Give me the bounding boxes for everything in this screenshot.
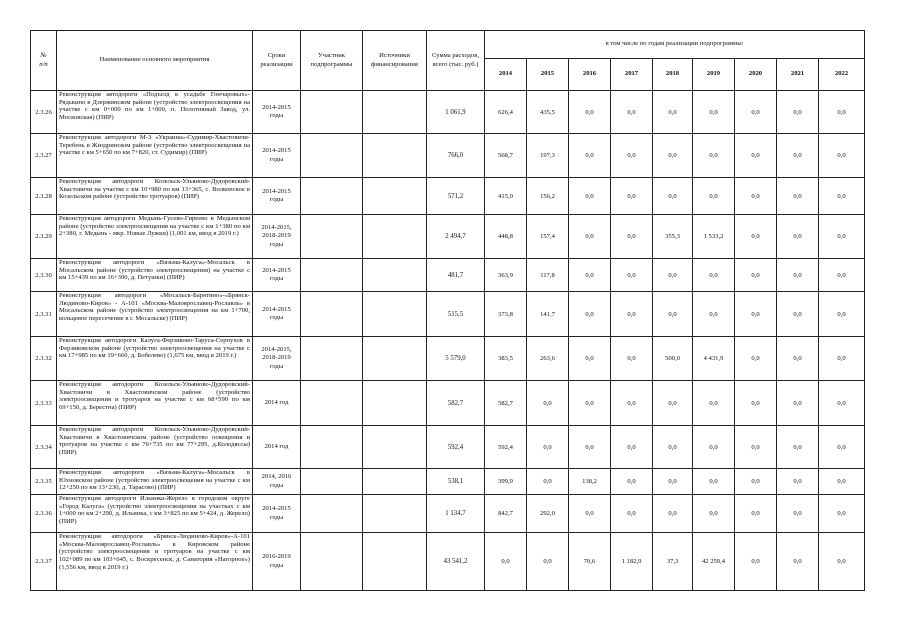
row-number: 2.3.32 — [31, 337, 57, 381]
year-amount-2016: 0,0 — [569, 178, 611, 215]
year-amount-2021: 0,0 — [777, 91, 819, 134]
funding-source-cell — [363, 215, 427, 259]
total-amount: 582,7 — [427, 381, 485, 426]
row-number: 2.3.27 — [31, 134, 57, 178]
header-year-2014: 2014 — [485, 59, 527, 91]
year-amount-2019: 0,0 — [693, 495, 735, 533]
funding-source-cell — [363, 426, 427, 469]
table-row — [31, 91, 865, 134]
funding-source-cell — [363, 134, 427, 178]
year-amount-2018: 500,0 — [653, 337, 693, 381]
table-row — [31, 259, 865, 292]
implementation-period: 2014-2015 годы — [253, 495, 301, 533]
year-amount-2019: 0,0 — [693, 134, 735, 178]
year-amount-2022: 0,0 — [819, 91, 865, 134]
year-amount-2016: 0,0 — [569, 426, 611, 469]
total-amount: 571,2 — [427, 178, 485, 215]
activity-name: Реконструкция автодороги Козельск-Ульяново-Дудоровский-Хвастовичи в Хвастовичском районе (устройство электроосвещения и тротуаров на участке с км 68+590 по км 69+150, д. Берестна) (ПИР) — [57, 381, 253, 426]
year-amount-2020: 0,0 — [735, 178, 777, 215]
year-amount-2016: 0,0 — [569, 91, 611, 134]
table-row — [31, 381, 865, 426]
funding-source-cell — [363, 259, 427, 292]
year-amount-2022: 0,0 — [819, 259, 865, 292]
year-amount-2022: 0,0 — [819, 134, 865, 178]
year-amount-2019: 0,0 — [693, 381, 735, 426]
table-body — [31, 91, 865, 591]
year-amount-2015: 0,0 — [527, 469, 569, 495]
funding-source-cell — [363, 178, 427, 215]
row-number: 2.3.34 — [31, 426, 57, 469]
year-amount-2022: 0,0 — [819, 381, 865, 426]
year-amount-2014: 0,0 — [485, 533, 527, 591]
year-amount-2017: 0,0 — [611, 215, 653, 259]
participant-cell — [301, 495, 363, 533]
year-amount-2021: 0,0 — [777, 469, 819, 495]
funding-source-cell — [363, 381, 427, 426]
year-amount-2015: 0,0 — [527, 426, 569, 469]
year-amount-2022: 0,0 — [819, 495, 865, 533]
participant-cell — [301, 381, 363, 426]
total-amount: 515,5 — [427, 292, 485, 337]
year-amount-2014: 415,0 — [485, 178, 527, 215]
year-amount-2018: 355,3 — [653, 215, 693, 259]
year-amount-2016: 70,6 — [569, 533, 611, 591]
funding-source-cell — [363, 495, 427, 533]
activity-name: Реконструкция автодороги «Подъезд к усадьбе Гончаровых»-Рядькино в Дзержинском районе (устройство электроосвещения на участке с км 0+000 по км 1+000, п. Полотняный Завод, ул. Московская) (ПИР) — [57, 91, 253, 134]
year-amount-2014: 399,9 — [485, 469, 527, 495]
activity-name: Реконструкция автодороги Козельск-Ульяново-Дудоровский-Хвастовичи на участке с км 10+980 по км 13+365, с. Волконское в Козельском районе (устройство тротуаров) (ПИР) — [57, 178, 253, 215]
year-amount-2019: 0,0 — [693, 469, 735, 495]
header-name: Наименование основного мероприятия — [57, 31, 253, 91]
year-amount-2020: 0,0 — [735, 91, 777, 134]
year-amount-2014: 568,7 — [485, 134, 527, 178]
year-amount-2015: 117,8 — [527, 259, 569, 292]
participant-cell — [301, 215, 363, 259]
total-amount: 2 494,7 — [427, 215, 485, 259]
participant-cell — [301, 91, 363, 134]
header-year-2015: 2015 — [527, 59, 569, 91]
year-amount-2021: 0,0 — [777, 259, 819, 292]
year-amount-2014: 448,8 — [485, 215, 527, 259]
year-amount-2021: 0,0 — [777, 533, 819, 591]
year-amount-2021: 0,0 — [777, 337, 819, 381]
total-amount: 538,1 — [427, 469, 485, 495]
table-row — [31, 178, 865, 215]
program-table — [30, 30, 865, 591]
activity-name: Реконструкция автодороги Ильинка-Жерело в городском округе «Город Калуга» (устройство электроосвещения на участках с км 1+000 по км 2+290, д. Ильинка, с км 3+825 по км 5+424, д. Жерело) (ПИР) — [57, 495, 253, 533]
year-amount-2015: 0,0 — [527, 381, 569, 426]
year-amount-2017: 0,0 — [611, 469, 653, 495]
activity-name: Реконструкция автодороги Козельск-Ульяново-Дудоровский-Хвастовичи в Хвастовичском районе (устройство освещения и тротуаров на участке с км 76+735 по км 77+295, д.Колодяссы) (ПИР) — [57, 426, 253, 469]
year-amount-2018: 0,0 — [653, 292, 693, 337]
row-number: 2.3.36 — [31, 495, 57, 533]
total-amount: 766,0 — [427, 134, 485, 178]
year-amount-2018: 0,0 — [653, 495, 693, 533]
participant-cell — [301, 134, 363, 178]
header-source: Источники финансирования — [363, 31, 427, 91]
year-amount-2015: 0,0 — [527, 533, 569, 591]
total-amount: 1 134,7 — [427, 495, 485, 533]
year-amount-2021: 0,0 — [777, 292, 819, 337]
year-amount-2020: 0,0 — [735, 215, 777, 259]
header-year-2017: 2017 — [611, 59, 653, 91]
implementation-period: 2014-2015 годы — [253, 259, 301, 292]
year-amount-2014: 842,7 — [485, 495, 527, 533]
year-amount-2018: 0,0 — [653, 178, 693, 215]
funding-source-cell — [363, 292, 427, 337]
year-amount-2022: 0,0 — [819, 292, 865, 337]
year-amount-2022: 0,0 — [819, 215, 865, 259]
participant-cell — [301, 292, 363, 337]
year-amount-2016: 0,0 — [569, 292, 611, 337]
header-total: Сумма расходов, всего (тыс. руб.) — [427, 31, 485, 91]
year-amount-2015: 435,5 — [527, 91, 569, 134]
year-amount-2020: 0,0 — [735, 533, 777, 591]
total-amount: 592,4 — [427, 426, 485, 469]
year-amount-2019: 0,0 — [693, 426, 735, 469]
year-amount-2022: 0,0 — [819, 178, 865, 215]
implementation-period: 2014-2015 годы — [253, 91, 301, 134]
year-amount-2018: 0,0 — [653, 91, 693, 134]
row-number: 2.3.31 — [31, 292, 57, 337]
year-amount-2021: 0,0 — [777, 178, 819, 215]
year-amount-2020: 0,0 — [735, 495, 777, 533]
year-amount-2017: 0,0 — [611, 381, 653, 426]
year-amount-2021: 0,0 — [777, 426, 819, 469]
table-row — [31, 292, 865, 337]
year-amount-2017: 0,0 — [611, 178, 653, 215]
table-row — [31, 469, 865, 495]
table-row — [31, 426, 865, 469]
row-number: 2.3.33 — [31, 381, 57, 426]
funding-source-cell — [363, 469, 427, 495]
implementation-period: 2014 год — [253, 381, 301, 426]
year-amount-2018: 37,3 — [653, 533, 693, 591]
year-amount-2015: 156,2 — [527, 178, 569, 215]
year-amount-2020: 0,0 — [735, 259, 777, 292]
year-amount-2021: 0,0 — [777, 215, 819, 259]
year-amount-2016: 0,0 — [569, 337, 611, 381]
year-amount-2017: 0,0 — [611, 495, 653, 533]
year-amount-2020: 0,0 — [735, 381, 777, 426]
participant-cell — [301, 533, 363, 591]
year-amount-2015: 157,4 — [527, 215, 569, 259]
activity-name: Реконструкция автодороги «Брянск-Людиново-Киров»-А-101 «Москва-Малоярославец-Рославль» в Кировском районе (устройство электроосвещения и тротуаров на участке с км 102+089 по км 103+645, с. Воскресенск, д. Санатория «Нагорное») (1,556 км, ввод в 2019 г.) — [57, 533, 253, 591]
year-amount-2018: 0,0 — [653, 469, 693, 495]
year-amount-2016: 0,0 — [569, 259, 611, 292]
year-amount-2014: 582,7 — [485, 381, 527, 426]
header-num: № п/п — [31, 31, 57, 91]
year-amount-2022: 0,0 — [819, 426, 865, 469]
table-row — [31, 215, 865, 259]
year-amount-2018: 0,0 — [653, 426, 693, 469]
year-amount-2021: 0,0 — [777, 381, 819, 426]
table-row — [31, 495, 865, 533]
participant-cell — [301, 259, 363, 292]
table-header — [31, 31, 865, 91]
year-amount-2018: 0,0 — [653, 259, 693, 292]
year-amount-2014: 363,9 — [485, 259, 527, 292]
year-amount-2017: 0,0 — [611, 91, 653, 134]
table-row — [31, 533, 865, 591]
year-amount-2017: 0,0 — [611, 134, 653, 178]
implementation-period: 2014-2015 годы — [253, 134, 301, 178]
year-amount-2016: 0,0 — [569, 134, 611, 178]
implementation-period: 2014-2015 годы — [253, 178, 301, 215]
header-year-2016: 2016 — [569, 59, 611, 91]
row-number: 2.3.37 — [31, 533, 57, 591]
activity-name: Реконструкция автодороги «Вязьма-Калуга»-Мосальск в Мосальском районе (устройство электроосвещения) на участке с км 15+439 по км 16+300, д. Петушки) (ПИР) — [57, 259, 253, 292]
year-amount-2015: 292,0 — [527, 495, 569, 533]
year-amount-2019: 0,0 — [693, 259, 735, 292]
funding-source-cell — [363, 91, 427, 134]
activity-name: Реконструкция автодороги «Мосальск-Барятино»-«Брянск-Людиново-Киров» - А-101 «Москва-Малоярославец-Рославль» в Мосальском районе (устройство электроосвещения на км 1+700, кольцевое пересечение в г. Мосальске) (ПИР) — [57, 292, 253, 337]
year-amount-2014: 383,5 — [485, 337, 527, 381]
implementation-period: 2014-2015, 2018-2019 годы — [253, 337, 301, 381]
header-year-2019: 2019 — [693, 59, 735, 91]
header-year-2022: 2022 — [819, 59, 865, 91]
total-amount: 1 061,9 — [427, 91, 485, 134]
year-amount-2019: 42 250,4 — [693, 533, 735, 591]
year-amount-2016: 0,0 — [569, 215, 611, 259]
year-amount-2022: 0,0 — [819, 337, 865, 381]
funding-source-cell — [363, 337, 427, 381]
year-amount-2019: 0,0 — [693, 178, 735, 215]
implementation-period: 2014-2015, 2018-2019 годы — [253, 215, 301, 259]
activity-name: Реконструкция автодороги «Вязьма-Калуга»-Мосальск в Юхновском районе (устройство электроосвещения на участке с км 12+250 по км 13+230, д. Тарасово) (ПИР) — [57, 469, 253, 495]
year-amount-2022: 0,0 — [819, 533, 865, 591]
header-year-2018: 2018 — [653, 59, 693, 91]
year-amount-2017: 0,0 — [611, 426, 653, 469]
year-amount-2022: 0,0 — [819, 469, 865, 495]
funding-source-cell — [363, 533, 427, 591]
table-row — [31, 337, 865, 381]
year-amount-2017: 1 182,9 — [611, 533, 653, 591]
participant-cell — [301, 426, 363, 469]
year-amount-2015: 263,6 — [527, 337, 569, 381]
row-number: 2.3.35 — [31, 469, 57, 495]
year-amount-2018: 0,0 — [653, 134, 693, 178]
header-period: Сроки реализации — [253, 31, 301, 91]
year-amount-2016: 0,0 — [569, 381, 611, 426]
year-amount-2020: 0,0 — [735, 469, 777, 495]
row-number: 2.3.30 — [31, 259, 57, 292]
year-amount-2017: 0,0 — [611, 337, 653, 381]
implementation-period: 2014, 2016 годы — [253, 469, 301, 495]
year-amount-2016: 138,2 — [569, 469, 611, 495]
year-amount-2017: 0,0 — [611, 259, 653, 292]
activity-name: Реконструкция автодороги Медынь-Гусево-Гиреево в Медынском районе (устройство электроосвещения на участке с км 1+380 по км 2+380, г. Медынь - мкр. Новые Лужки) (1,001 км, ввод в 2019 г.) — [57, 215, 253, 259]
year-amount-2021: 0,0 — [777, 134, 819, 178]
year-amount-2014: 373,8 — [485, 292, 527, 337]
year-amount-2020: 0,0 — [735, 337, 777, 381]
year-amount-2020: 0,0 — [735, 426, 777, 469]
year-amount-2021: 0,0 — [777, 495, 819, 533]
activity-name: Реконструкция автодороги Калуга-Ферзиково-Таруса-Серпухов в Ферзиковском районе (устройство электроосвещения на участке с км 17+985 по км 19+660, д. Бобелево) (1,675 км, ввод в 2019 г.) — [57, 337, 253, 381]
header-participant: Участник подпрограммы — [301, 31, 363, 91]
year-amount-2015: 141,7 — [527, 292, 569, 337]
year-amount-2019: 1 533,2 — [693, 215, 735, 259]
year-amount-2016: 0,0 — [569, 495, 611, 533]
total-amount: 5 579,0 — [427, 337, 485, 381]
header-by-year: в том числе по годам реализации подпрограммы: — [485, 31, 865, 59]
participant-cell — [301, 469, 363, 495]
implementation-period: 2016-2019 годы — [253, 533, 301, 591]
implementation-period: 2014-2015 годы — [253, 292, 301, 337]
year-amount-2019: 0,0 — [693, 91, 735, 134]
year-amount-2019: 4 431,9 — [693, 337, 735, 381]
row-number: 2.3.26 — [31, 91, 57, 134]
row-number: 2.3.28 — [31, 178, 57, 215]
total-amount: 43 541,2 — [427, 533, 485, 591]
participant-cell — [301, 178, 363, 215]
year-amount-2017: 0,0 — [611, 292, 653, 337]
header-year-2020: 2020 — [735, 59, 777, 91]
year-amount-2018: 0,0 — [653, 381, 693, 426]
row-number: 2.3.29 — [31, 215, 57, 259]
participant-cell — [301, 337, 363, 381]
year-amount-2015: 197,3 — [527, 134, 569, 178]
activity-name: Реконструкция автодороги М-3 «Украина»-Судимир-Хвастовичи-Теребень в Жиздринском районе (устройство электроосвещения на участке с км 5+650 по км 7+820, ст. Судимир) (ПИР) — [57, 134, 253, 178]
year-amount-2014: 592,4 — [485, 426, 527, 469]
year-amount-2020: 0,0 — [735, 134, 777, 178]
header-year-2021: 2021 — [777, 59, 819, 91]
year-amount-2020: 0,0 — [735, 292, 777, 337]
total-amount: 481,7 — [427, 259, 485, 292]
implementation-period: 2014 год — [253, 426, 301, 469]
year-amount-2019: 0,0 — [693, 292, 735, 337]
year-amount-2014: 626,4 — [485, 91, 527, 134]
table-row — [31, 134, 865, 178]
